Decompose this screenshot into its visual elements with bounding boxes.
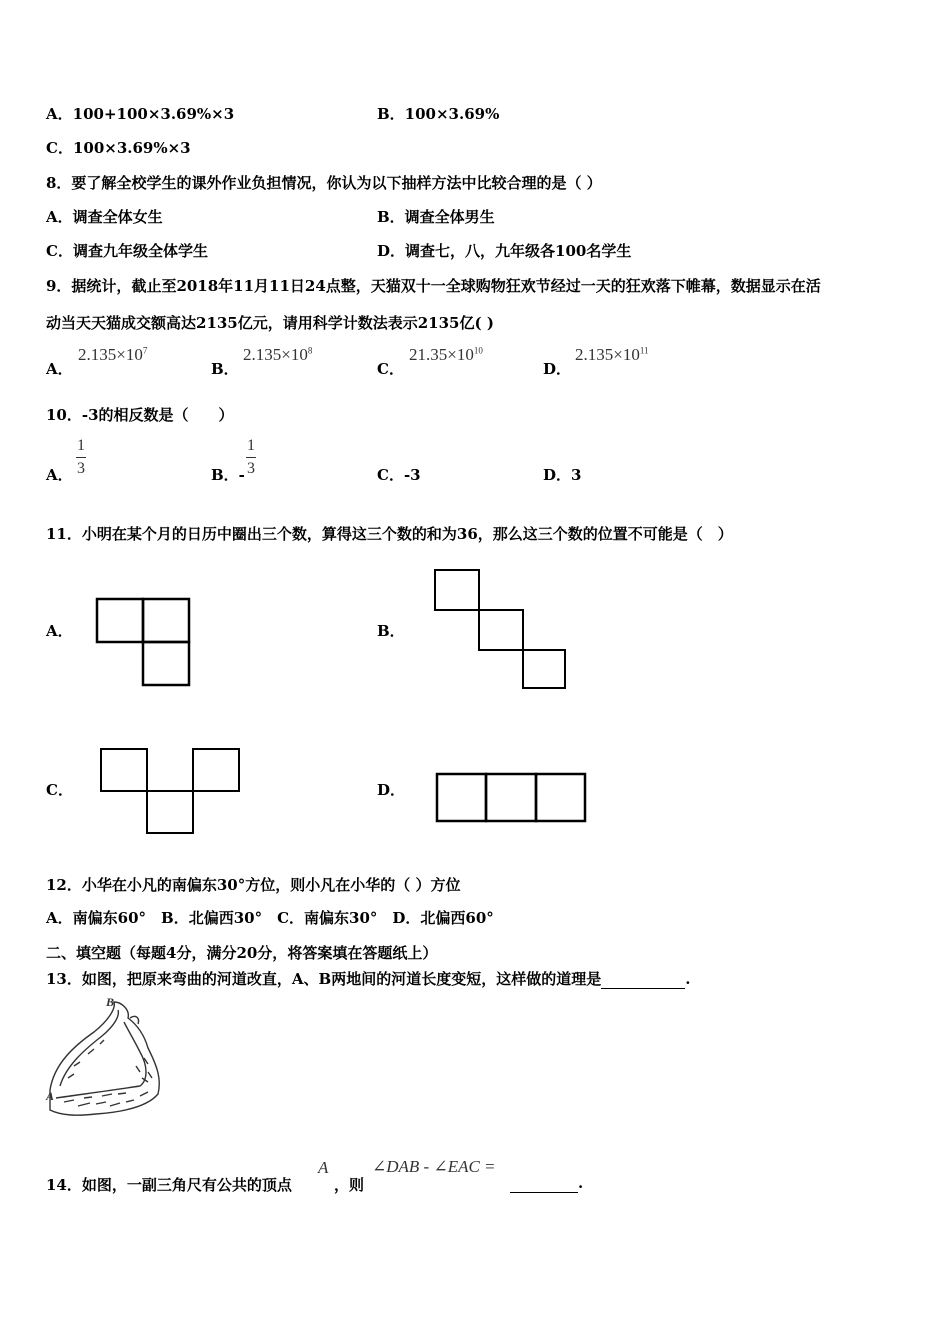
q10-a-denominator: 3: [77, 460, 85, 477]
q13-stem: [46, 968, 690, 989]
q8-stem: 8．要了解全校学生的课外作业负担情况，你认为以下抽样方法中比较合理的是（ ）: [46, 174, 602, 192]
q13-stem-end: .: [685, 970, 691, 988]
q10-option-b-label: B．-: [211, 466, 245, 484]
q7-option-a: A．100+100×3.69%×3: [46, 105, 235, 123]
q13-point-b-label: B: [106, 995, 115, 1009]
q9-stem-line1: 9．据统计，截止至2018年11月11日24点整，天猫双十一全球购物狂欢节经过一天的狂欢落下帷幕，数据显示在活: [46, 277, 821, 295]
q14-point-a: A: [318, 1158, 329, 1177]
q11-option-d-figure: [434, 771, 588, 825]
q10-stem: 10．-3的相反数是（ ）: [46, 406, 234, 424]
q11-option-b-label: B．: [377, 622, 405, 640]
q8-option-a: A．调查全体女生: [46, 208, 163, 226]
q10-option-d: D．3: [543, 466, 582, 484]
q7-option-c: C．100×3.69%×3: [46, 139, 191, 157]
section-heading-fill-blank: 二、填空题（每题4分，满分20分，将答案填在答题纸上）: [46, 944, 438, 962]
q14-stem: 14．如图，一副三角尺有公共的顶点: [46, 1176, 292, 1194]
q11-option-b-figure: [432, 567, 568, 691]
q11-stem: 11．小明在某个月的日历中圈出三个数，算得这三个数的和为36，那么这三个数的位置不可能是（ ）: [46, 525, 733, 543]
q8-option-c: C．调查九年级全体学生: [46, 242, 208, 260]
q12-stem: 12．小华在小凡的南偏东30°方位，则小凡在小华的（ ）方位: [46, 876, 461, 894]
q9-option-d-value: $2.135\times 10^{11}$: [575, 345, 649, 364]
q11-option-c-label: C．: [46, 781, 73, 799]
q9-stem-line2: 动当天天猫成交额高达2135亿元，请用科学计数法表示2135亿( ): [46, 314, 494, 332]
q9-option-d-label: D．: [543, 360, 572, 378]
q10-b-denominator: 3: [247, 460, 255, 477]
q7-option-b: B．100×3.69%: [377, 105, 500, 123]
q13-answer-blank[interactable]: [601, 970, 685, 989]
q13-stem-text: 13．如图，把原来弯曲的河道改直，A、B两地间的河道长度变短，这样做的道理是: [46, 970, 602, 988]
q10-option-b-fraction: [246, 437, 256, 478]
q10-option-a-label: A．: [46, 466, 73, 484]
q9-option-a-label: A．: [46, 360, 73, 378]
q14-answer-blank[interactable]: [510, 1174, 578, 1193]
q8-option-b: B．调查全体男生: [377, 208, 495, 226]
q12-options: A．南偏东60° B．北偏西30° C．南偏东30° D．北偏西60°: [46, 909, 494, 927]
q13-river-figure: [44, 994, 168, 1128]
q14-angle-expression: ∠DAB - ∠EAC =: [372, 1157, 496, 1176]
q14-answer-line: [510, 1174, 583, 1193]
q9-option-c-label: C．: [377, 360, 404, 378]
q9-option-a-value: $2.135\times 10^7$: [78, 345, 148, 364]
q11-option-c-figure: [98, 746, 242, 836]
q11-option-d-label: D．: [377, 781, 406, 799]
q11-option-a-label: A．: [46, 622, 73, 640]
q9-option-b-label: B．: [211, 360, 239, 378]
q9-option-b-value: $2.135\times 10^8$: [243, 345, 313, 364]
q11-option-a-figure: [94, 596, 194, 688]
q10-a-numerator: 1: [77, 437, 85, 454]
q8-option-d: D．调查七，八，九年级各100名学生: [377, 242, 632, 260]
q14-stem-end: .: [578, 1174, 584, 1192]
q13-point-a-label: A: [46, 1089, 55, 1103]
q9-option-c-value: $21.35\times 10^{10}$: [409, 345, 483, 364]
q10-option-a-fraction: [76, 437, 86, 478]
q10-b-numerator: 1: [247, 437, 255, 454]
q14-then: ，则: [334, 1176, 365, 1194]
q10-option-c: C．-3: [377, 466, 421, 484]
